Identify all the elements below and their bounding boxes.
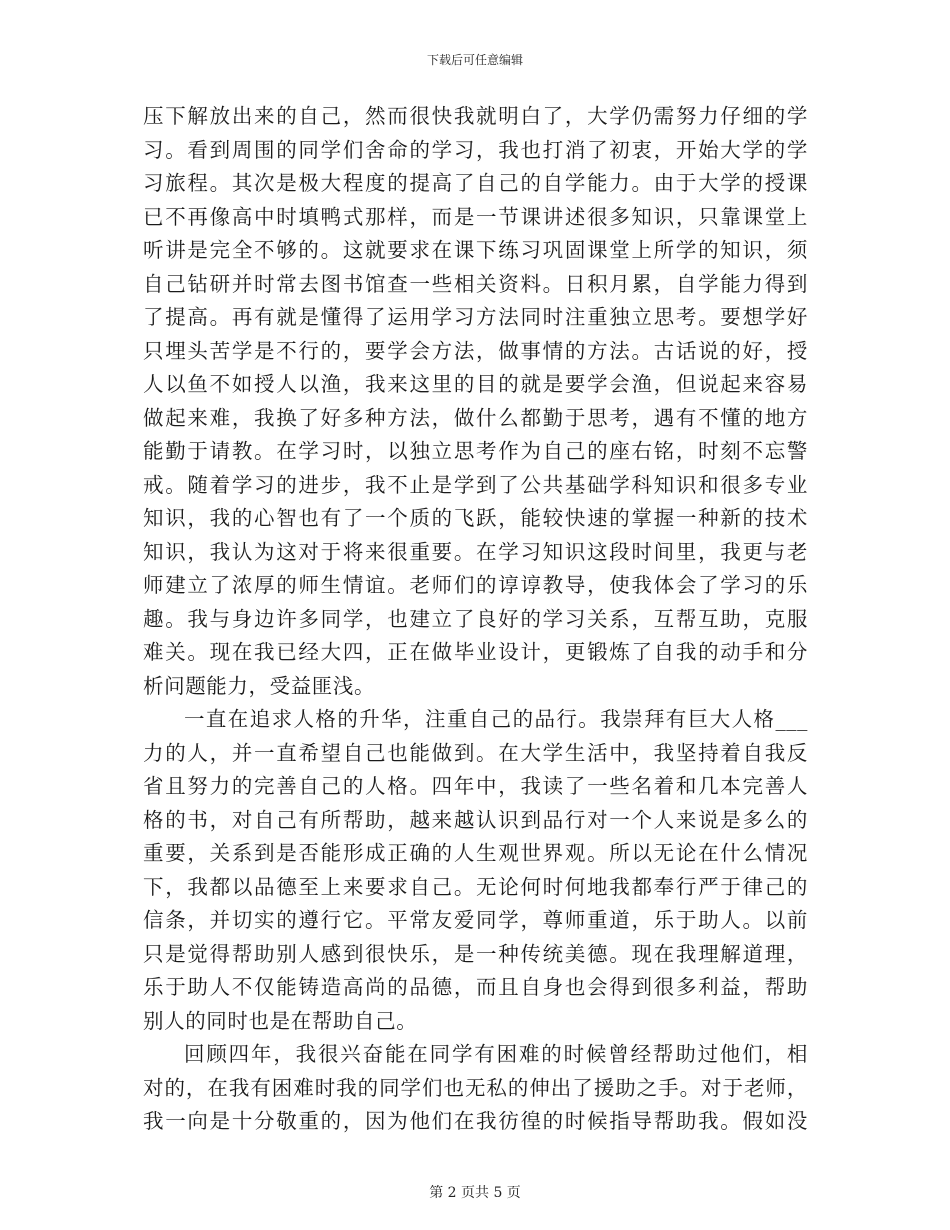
text-line: 省且努力的完善自己的人格。四年中，我读了一些名着和几本完善人 (143, 774, 808, 798)
text-line: 我一向是十分敬重的，因为他们在我彷徨的时候指导帮助我。假如没 (143, 1109, 808, 1133)
text-line: 师建立了浓厚的师生情谊。老师们的谆谆教导，使我体会了学习的乐 (143, 573, 808, 597)
text-line: 戒。随着学习的进步，我不止是学到了公共基础学科知识和很多专业 (143, 472, 808, 497)
document-body (143, 100, 808, 1139)
text-line: 别人的同时也是在帮助自己。 (143, 1008, 418, 1033)
text-line: 习旅程。其次是极大程度的提高了自己的自学能力。由于大学的授课 (143, 171, 808, 195)
text-line: 重要，关系到是否能形成正确的人生观世界观。所以无论在什么情况 (143, 841, 808, 865)
text-line: 下，我都以品德至上来要求自己。无论何时何地我都奉行严于律己的 (143, 874, 808, 899)
text-line: 自己钻研并时常去图书馆查一些相关资料。日积月累，自学能力得到 (143, 271, 808, 296)
text-line: 一直在追求人格的升华，注重自己的品行。我崇拜有巨大人格___ (184, 707, 808, 731)
text-line: 力的人，并一直希望自己也能做到。在大学生活中，我坚持着自我反 (143, 740, 808, 765)
text-line: 已不再像高中时填鸭式那样，而是一节课讲述很多知识，只靠课堂上 (143, 204, 808, 229)
text-line: 习。看到周围的同学们舍命的学习，我也打消了初衷，开始大学的学 (143, 137, 808, 162)
text-line: 乐于助人不仅能铸造高尚的品德，而且自身也会得到很多利益，帮助 (143, 975, 808, 999)
text-line: 析问题能力，受益匪浅。 (143, 673, 376, 698)
paragraph-1 (143, 100, 808, 703)
text-line: 信条，并切实的遵行它。平常友爱同学，尊师重道，乐于助人。以前 (143, 908, 808, 932)
page-footer: 第 2 页共 5 页 (429, 1185, 521, 1201)
text-line: 对的，在我有困难时我的同学们也无私的伸出了援助之手。对于老师， (143, 1075, 808, 1100)
text-line: 压下解放出来的自己，然而很快我就明白了，大学仍需努力仔细的学 (143, 104, 808, 128)
text-line: 格的书，对自己有所帮助，越来越认识到品行对一个人来说是多么的 (143, 807, 808, 832)
paragraph-2 (143, 703, 808, 1038)
text-line: 能勤于请教。在学习时，以独立思考作为自己的座右铭，时刻不忘警 (143, 439, 808, 463)
paragraph-3 (143, 1038, 808, 1139)
text-line: 趣。我与身边许多同学，也建立了良好的学习关系，互帮互助，克服 (143, 606, 808, 631)
text-line: 知识，我的心智也有了一个质的飞跃，能较快速的掌握一种新的技术 (143, 506, 808, 530)
text-line: 回顾四年，我很兴奋能在同学有困难的时候曾经帮助过他们，相 (184, 1042, 808, 1066)
text-line: 难关。现在我已经大四，正在做毕业设计，更锻炼了自我的动手和分 (143, 640, 808, 664)
text-line: 听讲是完全不够的。这就要求在课下练习巩固课堂上所学的知识，须 (143, 238, 808, 262)
text-line: 人以鱼不如授人以渔，我来这里的目的就是要学会渔，但说起来容易 (143, 372, 808, 396)
text-line: 了提高。再有就是懂得了运用学习方法同时注重独立思考。要想学好 (143, 305, 808, 329)
page-header: 下载后可任意编辑 (426, 53, 523, 67)
text-line: 只是觉得帮助别人感到很快乐，是一种传统美德。现在我理解道理， (143, 941, 808, 966)
text-line: 知识，我认为这对于将来很重要。在学习知识这段时间里，我更与老 (143, 539, 808, 564)
text-line: 做起来难，我换了好多种方法，做什么都勤于思考，遇有不懂的地方 (143, 405, 808, 430)
text-line: 只埋头苦学是不行的，要学会方法，做事情的方法。古话说的好，授 (143, 338, 808, 363)
